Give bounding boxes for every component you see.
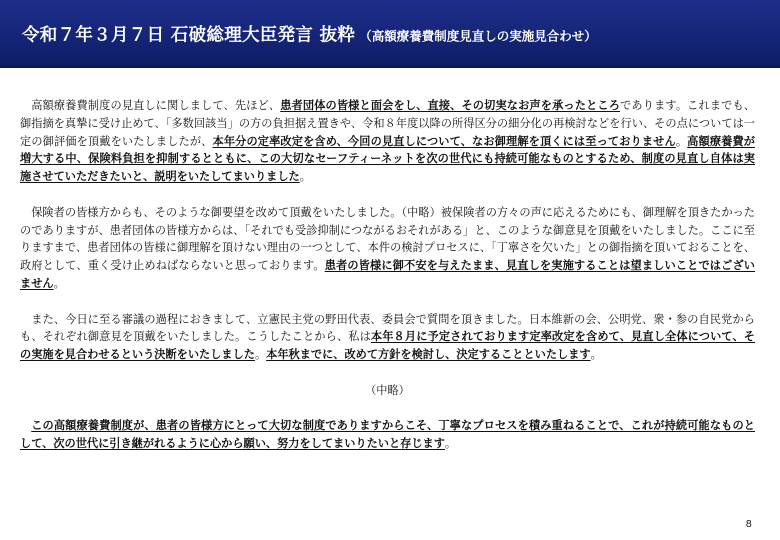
paragraph-4 (20, 417, 755, 453)
text-segment: （中略） (365, 383, 410, 397)
text-segment: また、今日に至る審議の過程におきまして、立憲民主党の野田代表、委員会で質問を頂きました。日本維新の会、公明党、衆・参の自民党からも、それぞれ御意見を頂戴をいたしました。こうしたことから、私は (20, 312, 755, 344)
text-segment: 高額療養費制度の見直しに関しまして、先ほど、 (31, 99, 281, 112)
text-segment: 保険者の皆様方からも、そのような御要望を改めて頂戴をいたしました。（中略）被保険者の方々の声に応えるためにも、御理解を頂きたかったのでありますが、患者団体の皆様方からは、「それでも受診抑制につながるおそれがある」と、このような御意見を頂戴をいたしました。ここに至りますまで、患者団体の皆様に御理解を頂けない理由の一つとして、本件の検討プロセスに、「丁寧さを欠いた」との御指摘を頂いておることを、政府として、重く受け止めねばならないと思っております。 (20, 205, 755, 273)
highlighted-text: 患者の皆様に御不安を与えたまま、見直しを実施することは望ましいことではございません (20, 259, 755, 290)
text-segment: であります。これまでも、御指摘を真摯に受け止めて、「多数回該当」の方の負担据え置きや、令和８年度以降の所得区分の細分化の再検討などを行い、その点については一定の御評価を頂戴をいたしましたが、 (20, 99, 755, 148)
paragraph-1 (20, 97, 755, 186)
speech-excerpt (20, 97, 755, 471)
highlighted-text: この高額療養費制度が、患者の皆様方にとって大切な制度でありますからこそ、丁寧なプロセスを積み重ねることで、これが持続可能なものとして、次の世代に引き継がれるように心から願い、努力をしてまいりたいと存じます (20, 419, 755, 451)
highlighted-text: 患者団体の皆様と面会をし、直接、その切実なお声を承ったところ (280, 99, 621, 112)
text-segment: 。 (53, 276, 65, 290)
slide-title-main: 令和７年３月７日 石破総理大臣発言 抜粋 (22, 25, 356, 46)
paragraph-3 (20, 311, 755, 364)
highlighted-text: 本年分の定率改定を含め、今回の見直しについて、なお御理解を頂くには至っておりません (212, 134, 676, 148)
paragraph-2 (20, 204, 755, 293)
omission-marker (20, 382, 755, 400)
highlighted-text: 高額療養費が増大する中、保険料負担を抑制するとともに、この大切なセーフティーネットを次の世代にも持続可能なものとするため、制度の見直し自体は実施させていただきたいと、説明をいたしてまいりました (20, 134, 755, 184)
text-segment: 。 (675, 134, 688, 148)
page-number: 8 (745, 519, 752, 530)
text-segment: 。 (254, 348, 267, 362)
text-segment: 。 (299, 170, 311, 184)
highlighted-text: 本年秋までに、改めて方針を検討し、決定することといたします (266, 348, 591, 362)
slide-title (22, 22, 597, 47)
text-segment: 。 (590, 348, 602, 362)
slide-header (0, 0, 780, 68)
text-segment: 。 (444, 437, 457, 451)
slide-title-sub: （高額療養費制度見直しの実施見合わせ） (359, 28, 597, 44)
highlighted-text: 本年８月に予定されております定率改定を含めて、見直し全体について、その実施を見合わせるという決断をいたしました (20, 330, 755, 362)
